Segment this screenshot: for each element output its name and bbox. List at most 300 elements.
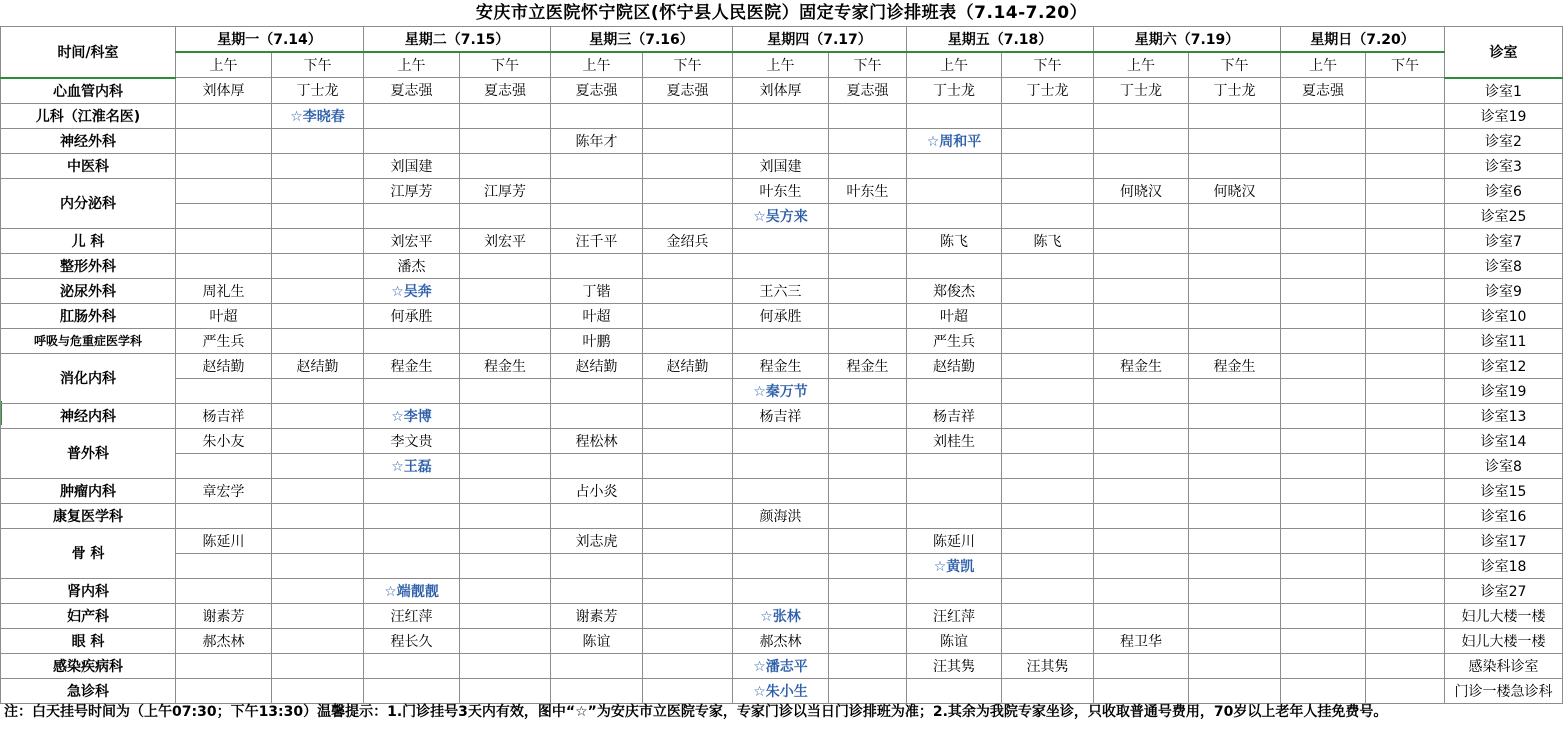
day-header-mon: 星期一（7.14） [176, 27, 364, 53]
schedule-cell [1281, 178, 1366, 203]
room-cell: 诊室19 [1445, 378, 1563, 403]
schedule-cell [829, 203, 907, 228]
room-cell: 诊室13 [1445, 403, 1563, 428]
schedule-cell [176, 678, 272, 703]
pm-header: 下午 [1366, 52, 1445, 78]
schedule-cell [460, 528, 551, 553]
schedule-cell [364, 328, 460, 353]
schedule-cell [1002, 403, 1094, 428]
table-row [1, 578, 1563, 603]
schedule-cell [176, 253, 272, 278]
schedule-cell [176, 178, 272, 203]
schedule-cell [551, 553, 643, 578]
department-label: 整形外科 [1, 253, 176, 278]
schedule-cell [733, 528, 829, 553]
schedule-cell [1002, 453, 1094, 478]
schedule-cell [1002, 478, 1094, 503]
schedule-cell [176, 553, 272, 578]
schedule-cell [643, 428, 733, 453]
day-header-thu: 星期四（7.17） [733, 27, 907, 53]
department-label: 肾内科 [1, 578, 176, 603]
department-label: 儿科（江淮名医) [1, 103, 176, 128]
schedule-cell [1281, 303, 1366, 328]
schedule-cell [1094, 153, 1189, 178]
schedule-cell [460, 153, 551, 178]
schedule-cell [1189, 253, 1281, 278]
schedule-cell: 王六三 [733, 278, 829, 303]
pm-header: 下午 [829, 52, 907, 78]
schedule-cell [733, 553, 829, 578]
schedule-cell [643, 503, 733, 528]
schedule-cell [272, 228, 364, 253]
table-row [1, 228, 1563, 253]
schedule-cell [551, 678, 643, 703]
schedule-cell [829, 528, 907, 553]
schedule-cell [460, 503, 551, 528]
table-row [1, 303, 1563, 328]
table-row [1, 178, 1563, 203]
schedule-cell: 汪红萍 [364, 603, 460, 628]
schedule-cell: 陈飞 [907, 228, 1002, 253]
schedule-cell [1281, 378, 1366, 403]
schedule-cell [1281, 553, 1366, 578]
table-row [1, 278, 1563, 303]
schedule-cell [1281, 428, 1366, 453]
schedule-cell: 刘宏平 [364, 228, 460, 253]
table-row [1, 503, 1563, 528]
schedule-cell [1094, 478, 1189, 503]
department-label: 泌尿外科 [1, 278, 176, 303]
schedule-cell: 刘国建 [364, 153, 460, 178]
schedule-cell [1281, 578, 1366, 603]
schedule-cell: 何承胜 [364, 303, 460, 328]
department-label: 妇产科 [1, 603, 176, 628]
schedule-cell [1281, 253, 1366, 278]
schedule-cell [176, 228, 272, 253]
schedule-cell [643, 653, 733, 678]
schedule-cell [460, 453, 551, 478]
schedule-cell [460, 203, 551, 228]
day-header-fri: 星期五（7.18） [907, 27, 1094, 53]
schedule-cell [460, 578, 551, 603]
table-row [1, 403, 1563, 428]
schedule-cell: 程松林 [551, 428, 643, 453]
schedule-cell: 丁士龙 [272, 78, 364, 104]
schedule-cell: 叶超 [176, 303, 272, 328]
schedule-cell [176, 153, 272, 178]
schedule-cell [460, 628, 551, 653]
schedule-cell [643, 603, 733, 628]
schedule-cell [643, 128, 733, 153]
schedule-cell [272, 253, 364, 278]
schedule-cell [1281, 628, 1366, 653]
schedule-cell [364, 503, 460, 528]
schedule-cell [176, 103, 272, 128]
schedule-cell: 潘杰 [364, 253, 460, 278]
schedule-cell [272, 578, 364, 603]
schedule-cell [1281, 603, 1366, 628]
page-title: 安庆市立医院怀宁院区(怀宁县人民医院）固定专家门诊排班表（7.14-7.20） [475, 3, 1088, 23]
table-row [1, 528, 1563, 553]
schedule-cell [551, 103, 643, 128]
room-cell: 感染科诊室 [1445, 653, 1563, 678]
am-header: 上午 [176, 52, 272, 78]
schedule-cell [1094, 328, 1189, 353]
schedule-cell: ☆吴方来 [733, 203, 829, 228]
schedule-cell [1189, 453, 1281, 478]
schedule-cell: 杨吉祥 [176, 403, 272, 428]
schedule-cell [1366, 153, 1445, 178]
schedule-cell: 刘体厚 [176, 78, 272, 104]
schedule-cell [1189, 603, 1281, 628]
room-cell: 诊室10 [1445, 303, 1563, 328]
schedule-cell [1189, 653, 1281, 678]
schedule-cell [1281, 153, 1366, 178]
schedule-cell [1189, 103, 1281, 128]
schedule-cell [551, 503, 643, 528]
room-cell: 诊室8 [1445, 253, 1563, 278]
schedule-cell [176, 578, 272, 603]
schedule-cell [1189, 328, 1281, 353]
schedule-cell [1281, 328, 1366, 353]
schedule-cell [1002, 353, 1094, 378]
schedule-cell [364, 128, 460, 153]
schedule-cell [829, 128, 907, 153]
schedule-cell [907, 453, 1002, 478]
schedule-cell [1281, 353, 1366, 378]
schedule-cell: 叶鹏 [551, 328, 643, 353]
schedule-cell [364, 478, 460, 503]
schedule-cell [460, 478, 551, 503]
schedule-cell [1002, 503, 1094, 528]
schedule-cell [907, 478, 1002, 503]
schedule-cell [907, 503, 1002, 528]
schedule-cell [364, 553, 460, 578]
schedule-cell: 叶超 [551, 303, 643, 328]
schedule-cell [551, 203, 643, 228]
schedule-cell [1281, 403, 1366, 428]
table-row [1, 328, 1563, 353]
schedule-cell [643, 528, 733, 553]
schedule-cell [643, 303, 733, 328]
room-cell: 诊室2 [1445, 128, 1563, 153]
schedule-cell [1189, 503, 1281, 528]
schedule-cell [1366, 578, 1445, 603]
schedule-cell: 丁士龙 [1189, 78, 1281, 104]
time-dept-header: 时间/科室 [1, 27, 176, 78]
department-label: 普外科 [1, 428, 176, 478]
department-label: 中医科 [1, 153, 176, 178]
schedule-cell [829, 103, 907, 128]
schedule-cell [643, 453, 733, 478]
schedule-cell: ☆秦万节 [733, 378, 829, 403]
schedule-cell: ☆吴奔 [364, 278, 460, 303]
schedule-cell [829, 578, 907, 603]
schedule-cell [1366, 478, 1445, 503]
schedule-cell: 郝杰林 [733, 628, 829, 653]
schedule-cell [364, 103, 460, 128]
schedule-cell [643, 553, 733, 578]
schedule-cell [1366, 178, 1445, 203]
schedule-cell [176, 653, 272, 678]
schedule-cell: 严生兵 [907, 328, 1002, 353]
pm-header: 下午 [272, 52, 364, 78]
schedule-cell [272, 278, 364, 303]
schedule-cell [1002, 678, 1094, 703]
department-label: 肛肠外科 [1, 303, 176, 328]
schedule-cell: 江厚芳 [364, 178, 460, 203]
schedule-cell [907, 253, 1002, 278]
schedule-cell: 赵结勤 [272, 353, 364, 378]
schedule-cell [907, 203, 1002, 228]
schedule-cell: 何晓汉 [1094, 178, 1189, 203]
schedule-cell [1094, 603, 1189, 628]
schedule-cell [272, 678, 364, 703]
room-cell: 妇儿大楼一楼 [1445, 628, 1563, 653]
am-header: 上午 [1094, 52, 1189, 78]
schedule-cell [733, 428, 829, 453]
room-cell: 诊室11 [1445, 328, 1563, 353]
schedule-cell: 程金生 [364, 353, 460, 378]
schedule-cell [272, 303, 364, 328]
schedule-cell [907, 153, 1002, 178]
schedule-cell [643, 378, 733, 403]
schedule-cell [1002, 153, 1094, 178]
schedule-cell: 丁士龙 [907, 78, 1002, 104]
schedule-cell [551, 403, 643, 428]
schedule-cell [1366, 128, 1445, 153]
schedule-cell [1281, 278, 1366, 303]
schedule-cell [272, 328, 364, 353]
schedule-cell: 程金生 [733, 353, 829, 378]
schedule-cell [1366, 228, 1445, 253]
schedule-cell [1189, 628, 1281, 653]
schedule-cell: 陈延川 [907, 528, 1002, 553]
schedule-cell [829, 653, 907, 678]
schedule-cell [364, 678, 460, 703]
schedule-cell [460, 428, 551, 453]
schedule-cell [272, 478, 364, 503]
schedule-cell [272, 178, 364, 203]
schedule-cell [1281, 503, 1366, 528]
table-row [1, 428, 1563, 453]
pm-header: 下午 [1002, 52, 1094, 78]
schedule-cell [1094, 228, 1189, 253]
schedule-cell [460, 603, 551, 628]
schedule-cell [1002, 103, 1094, 128]
table-row [1, 653, 1563, 678]
schedule-cell [551, 253, 643, 278]
schedule-cell [1366, 328, 1445, 353]
schedule-cell [1281, 103, 1366, 128]
table-row [1, 603, 1563, 628]
schedule-cell [272, 153, 364, 178]
schedule-cell [643, 328, 733, 353]
schedule-cell: 陈谊 [907, 628, 1002, 653]
schedule-cell [272, 203, 364, 228]
schedule-cell [643, 103, 733, 128]
schedule-cell [907, 578, 1002, 603]
schedule-cell [1189, 528, 1281, 553]
room-cell: 诊室15 [1445, 478, 1563, 503]
schedule-cell [907, 678, 1002, 703]
schedule-cell [1189, 678, 1281, 703]
schedule-cell: 赵结勤 [551, 353, 643, 378]
schedule-cell: 章宏学 [176, 478, 272, 503]
schedule-cell [1189, 378, 1281, 403]
schedule-cell [176, 128, 272, 153]
room-cell: 妇儿大楼一楼 [1445, 603, 1563, 628]
schedule-cell [1094, 503, 1189, 528]
room-cell: 诊室9 [1445, 278, 1563, 303]
department-label: 儿 科 [1, 228, 176, 253]
schedule-cell: 朱小友 [176, 428, 272, 453]
table-row [1, 478, 1563, 503]
schedule-cell [272, 603, 364, 628]
schedule-cell [1094, 528, 1189, 553]
room-cell: 诊室1 [1445, 78, 1563, 104]
schedule-cell [1094, 403, 1189, 428]
department-label: 消化内科 [1, 353, 176, 403]
schedule-cell [1366, 378, 1445, 403]
department-label: 肿瘤内科 [1, 478, 176, 503]
schedule-cell [1189, 553, 1281, 578]
am-header: 上午 [364, 52, 460, 78]
schedule-cell [1189, 578, 1281, 603]
department-label: 神经内科 [1, 403, 176, 428]
schedule-cell: 陈飞 [1002, 228, 1094, 253]
schedule-cell [829, 453, 907, 478]
schedule-cell [733, 328, 829, 353]
schedule-cell [1281, 653, 1366, 678]
schedule-cell [551, 653, 643, 678]
schedule-cell [1094, 428, 1189, 453]
pm-header: 下午 [643, 52, 733, 78]
table-row [1, 378, 1563, 403]
schedule-cell [733, 478, 829, 503]
schedule-cell [460, 378, 551, 403]
footnote: 注：白天挂号时间为（上午07:30；下午13:30）温馨提示：1.门诊挂号3天内有效，图中“☆”为安庆市立医院专家，专家门诊以当日门诊排班为准；2.其余为我院专家坐诊，只收取普通号费用，70岁以上老年人挂免费号。 [4, 704, 1388, 720]
schedule-cell [829, 328, 907, 353]
schedule-cell [643, 153, 733, 178]
schedule-cell: 丁士龙 [1002, 78, 1094, 104]
schedule-cell: 严生兵 [176, 328, 272, 353]
schedule-cell [1281, 203, 1366, 228]
schedule-cell [733, 453, 829, 478]
schedule-cell: 汪其隽 [907, 653, 1002, 678]
table-row [1, 78, 1563, 104]
schedule-cell [643, 278, 733, 303]
schedule-cell [1094, 678, 1189, 703]
table-row [1, 453, 1563, 478]
schedule-cell [829, 478, 907, 503]
table-row [1, 128, 1563, 153]
schedule-cell [1002, 553, 1094, 578]
schedule-cell [1366, 653, 1445, 678]
schedule-cell: ☆潘志平 [733, 653, 829, 678]
schedule-cell: 夏志强 [829, 78, 907, 104]
schedule-cell: 程金生 [1094, 353, 1189, 378]
schedule-cell [643, 203, 733, 228]
table-row [1, 203, 1563, 228]
schedule-cell [1366, 528, 1445, 553]
schedule-cell [1002, 253, 1094, 278]
schedule-cell [643, 678, 733, 703]
schedule-cell [364, 203, 460, 228]
schedule-cell [829, 503, 907, 528]
table-row [1, 553, 1563, 578]
pm-header: 下午 [460, 52, 551, 78]
schedule-cell [1189, 203, 1281, 228]
schedule-cell [1002, 303, 1094, 328]
schedule-cell [1094, 378, 1189, 403]
schedule-cell [907, 178, 1002, 203]
schedule-cell [829, 678, 907, 703]
department-label: 急诊科 [1, 678, 176, 703]
schedule-cell [1366, 253, 1445, 278]
schedule-cell [272, 503, 364, 528]
schedule-cell [460, 278, 551, 303]
schedule-cell [829, 278, 907, 303]
department-label: 康复医学科 [1, 503, 176, 528]
schedule-cell [1366, 78, 1445, 104]
schedule-cell [1281, 478, 1366, 503]
schedule-cell: 陈谊 [551, 628, 643, 653]
schedule-cell: 周礼生 [176, 278, 272, 303]
schedule-cell [733, 253, 829, 278]
schedule-cell [1002, 378, 1094, 403]
am-header: 上午 [733, 52, 829, 78]
schedule-cell [1094, 653, 1189, 678]
schedule-cell: 夏志强 [551, 78, 643, 104]
schedule-cell: 刘桂生 [907, 428, 1002, 453]
schedule-cell [1189, 403, 1281, 428]
schedule-cell [1094, 203, 1189, 228]
header-row-halfday [1, 52, 1563, 78]
schedule-cell: ☆黄凯 [907, 553, 1002, 578]
room-cell: 诊室8 [1445, 453, 1563, 478]
schedule-cell: 叶东生 [733, 178, 829, 203]
schedule-cell [733, 128, 829, 153]
schedule-cell [733, 578, 829, 603]
schedule-cell [460, 678, 551, 703]
schedule-cell [364, 378, 460, 403]
schedule-cell [176, 203, 272, 228]
schedule-cell: 陈延川 [176, 528, 272, 553]
schedule-cell: 刘宏平 [460, 228, 551, 253]
schedule-cell [1366, 428, 1445, 453]
schedule-cell [643, 478, 733, 503]
table-row [1, 353, 1563, 378]
day-header-sat: 星期六（7.19） [1094, 27, 1281, 53]
room-cell: 诊室25 [1445, 203, 1563, 228]
schedule-cell: 何晓汉 [1189, 178, 1281, 203]
schedule-cell [1094, 453, 1189, 478]
department-label: 神经外科 [1, 128, 176, 153]
schedule-cell [1281, 453, 1366, 478]
header-row-days [1, 27, 1563, 53]
schedule-cell [551, 378, 643, 403]
room-cell: 诊室3 [1445, 153, 1563, 178]
schedule-cell: 谢素芳 [176, 603, 272, 628]
schedule-cell: 程长久 [364, 628, 460, 653]
schedule-cell [829, 603, 907, 628]
day-header-wed: 星期三（7.16） [551, 27, 733, 53]
schedule-cell [272, 453, 364, 478]
schedule-cell [1189, 278, 1281, 303]
schedule-cell [1366, 103, 1445, 128]
table-row [1, 678, 1563, 703]
